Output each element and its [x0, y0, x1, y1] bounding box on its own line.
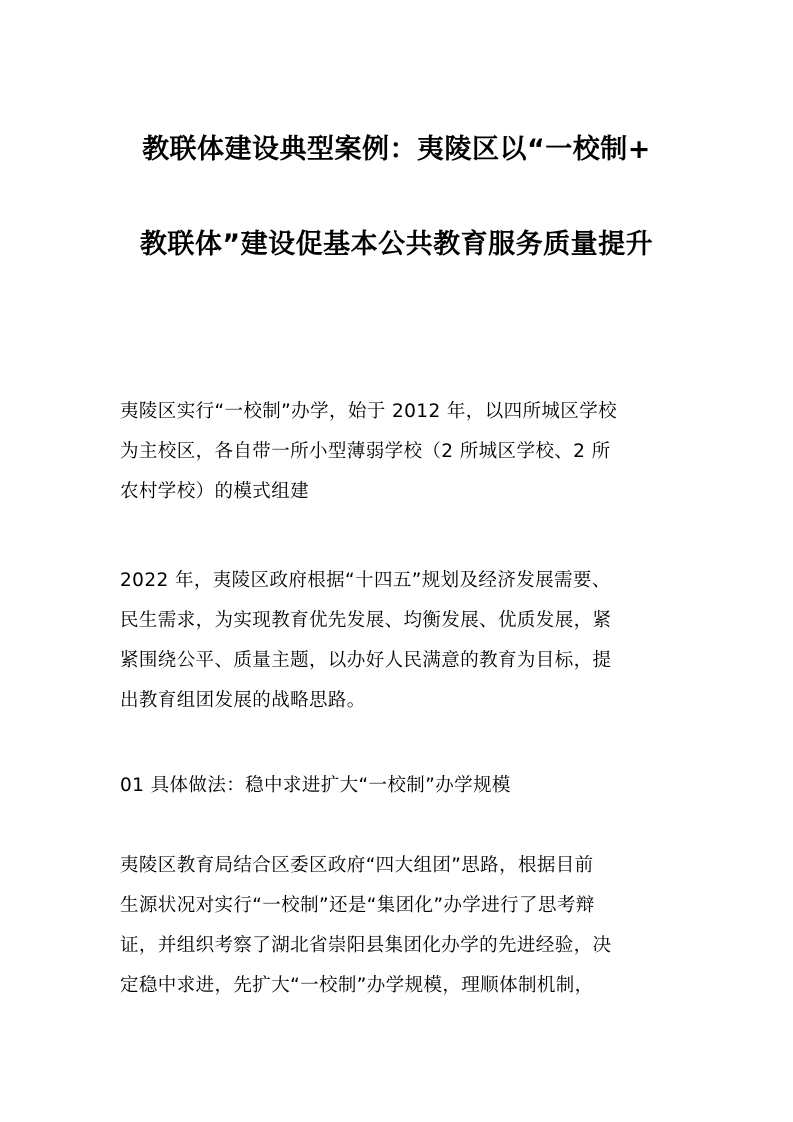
paragraph-line: 夷陵区教育局结合区委区政府“四大组团”思路，根据目前	[120, 855, 594, 876]
document-title-line-2: 教联体”建设促基本公共教育服务质量提升	[139, 229, 654, 260]
section-heading-text: 01 具体做法：稳中求进扩大“一校制”办学规模	[120, 775, 511, 796]
paragraph-education-bureau	[120, 846, 680, 1006]
paragraph-line: 出教育组团发展的战略思路。	[120, 690, 366, 711]
paragraph-2022-strategy	[120, 561, 680, 721]
paragraph-line: 定稳中求进，先扩大“一校制”办学规模，理顺体制机制，	[120, 975, 594, 996]
paragraph-line: 农村学校）的模式组建	[120, 481, 310, 502]
paragraph-line: 生源状况对实行“一校制”还是“集团化”办学进行了思考辩	[120, 895, 595, 916]
paragraph-line: 为主校区，各自带一所小型薄弱学校（2 所城区学校、2 所	[120, 441, 611, 462]
paragraph-line: 民生需求，为实现教育优先发展、均衡发展、优质发展，紧	[120, 610, 612, 631]
paragraph-line: 夷陵区实行“一校制”办学，始于 2012 年，以四所城区学校	[120, 401, 618, 422]
section-heading-01	[120, 766, 680, 806]
document-title-line-1: 教联体建设典型案例：夷陵区以“一校制+	[142, 134, 651, 165]
paragraph-line: 证，并组织考察了湖北省崇阳县集团化办学的先进经验，决	[120, 935, 612, 956]
paragraph-line: 2022 年，夷陵区政府根据“十四五”规划及经济发展需要、	[120, 570, 611, 591]
paragraph-line: 紧围绕公平、质量主题，以办好人民满意的教育为目标，提	[120, 650, 612, 671]
paragraph-intro	[120, 392, 680, 512]
